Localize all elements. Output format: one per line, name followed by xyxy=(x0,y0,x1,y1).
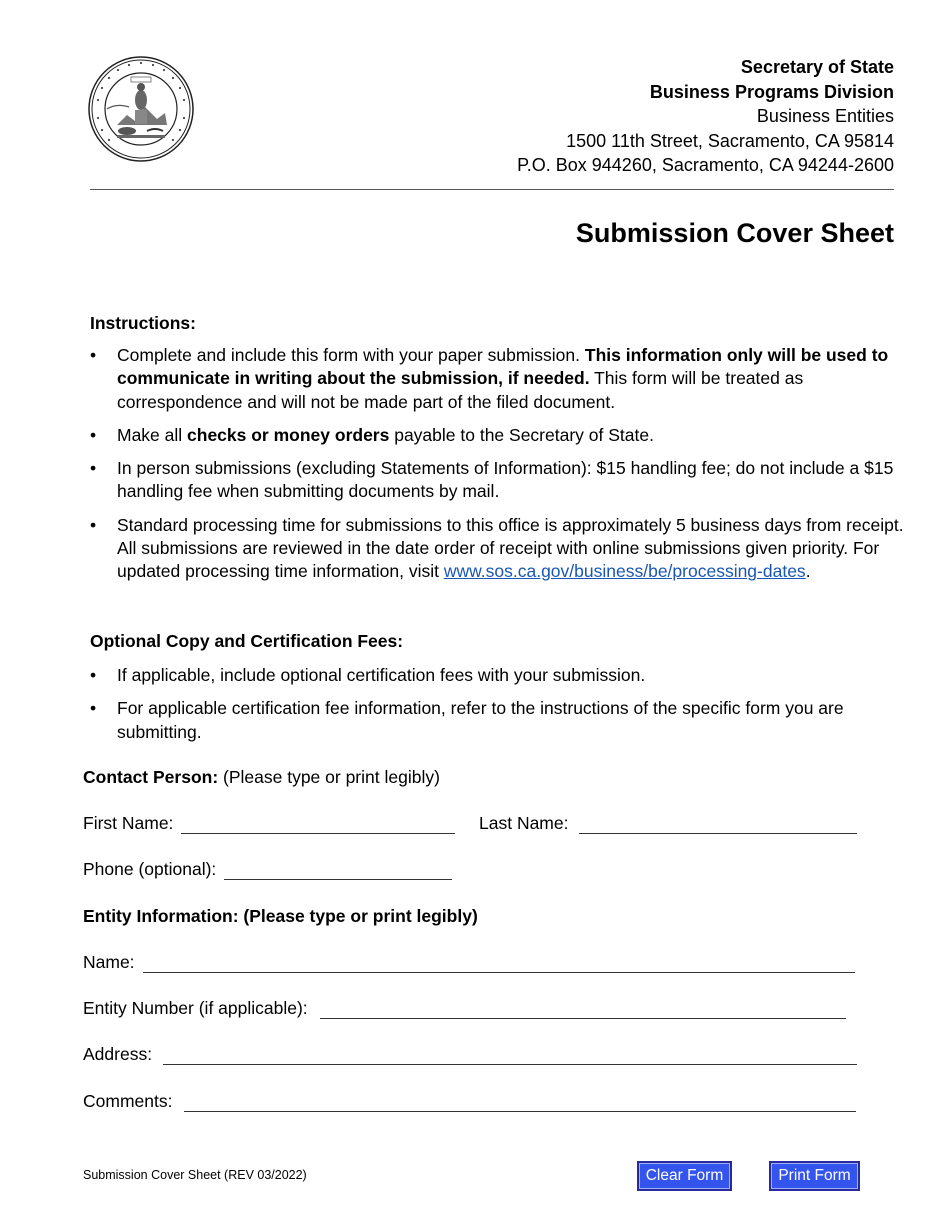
clear-form-button[interactable]: Clear Form xyxy=(637,1161,732,1191)
list-item xyxy=(90,457,905,504)
bullet-text: Make all xyxy=(117,424,188,445)
phone-row xyxy=(83,859,452,880)
entity-name-field[interactable] xyxy=(143,954,855,973)
contact-heading-label: Contact Person: xyxy=(83,767,219,787)
comments-row xyxy=(83,1091,856,1112)
division-name: Business Programs Division xyxy=(649,81,894,102)
instructions-list xyxy=(90,344,905,594)
bullet-text: payable to the Secretary of State. xyxy=(389,424,654,445)
first-name-label: First Name: xyxy=(83,813,174,833)
first-name-field[interactable] xyxy=(181,815,455,834)
list-item xyxy=(90,424,905,447)
bullet-text: Complete and include this form with your paper submission. xyxy=(117,345,585,365)
street-address: 1500 11th Street, Sacramento, CA 95814 xyxy=(566,130,894,151)
contact-heading xyxy=(83,767,440,788)
unit-name: Business Entities xyxy=(756,106,894,126)
bullet-text: Standard processing time for submissions to this office is approximately 5 business days from receipt. All submissions are reviewed in the date order of receipt with online submissions given priority. For updated processing time information, visit xyxy=(117,514,904,582)
entity-name-row xyxy=(83,952,855,973)
bullet-text: If applicable, include optional certification fees with your submission. xyxy=(117,665,646,685)
list-item xyxy=(90,664,905,687)
form-revision-id: Submission Cover Sheet (REV 03/2022) xyxy=(83,1168,307,1182)
last-name-label: Last Name: xyxy=(479,813,569,833)
print-form-button[interactable]: Print Form xyxy=(769,1161,860,1191)
processing-dates-link[interactable]: www.sos.ca.gov/business/be/processing-dates xyxy=(443,561,806,582)
bullet-text: This form will be treated as correspondence and will not be made part of the filed document. xyxy=(117,368,804,412)
entity-number-label: Entity Number (if applicable): xyxy=(83,998,308,1018)
last-name-field[interactable] xyxy=(579,815,857,834)
header-divider xyxy=(90,189,894,190)
contact-heading-note: (Please type or print legibly) xyxy=(218,767,440,787)
bullet-text: For applicable certification fee information, refer to the instructions of the specific form you are submitting. xyxy=(117,698,844,742)
bullet-text: . xyxy=(805,561,811,582)
page-title: Submission Cover Sheet xyxy=(575,218,894,248)
address-label: Address: xyxy=(83,1044,153,1064)
comments-label: Comments: xyxy=(83,1091,173,1111)
agency-name: Secretary of State xyxy=(740,57,894,77)
comments-field[interactable] xyxy=(184,1093,856,1112)
agency-header xyxy=(517,55,894,178)
optional-fees-heading: Optional Copy and Certification Fees: xyxy=(90,631,404,651)
phone-label: Phone (optional): xyxy=(83,859,217,879)
bullet-bold-text: checks or money orders xyxy=(187,424,390,445)
address-field[interactable] xyxy=(163,1046,857,1065)
phone-field[interactable] xyxy=(224,861,452,880)
last-name-row xyxy=(479,813,857,834)
bullet-bold-text: This information only will be used to communicate in writing about the submission, if needed. xyxy=(117,345,889,389)
entity-name-label: Name: xyxy=(83,952,135,972)
first-name-row xyxy=(83,813,455,834)
optional-fees-list xyxy=(90,664,905,754)
instructions-heading: Instructions: xyxy=(90,313,196,333)
list-item xyxy=(90,514,905,584)
list-item xyxy=(90,344,905,414)
entity-heading: Entity Information: (Please type or print legibly) xyxy=(83,906,478,926)
list-item xyxy=(90,697,905,744)
entity-number-row xyxy=(83,998,846,1019)
address-row xyxy=(83,1044,857,1065)
california-seal-logo xyxy=(87,55,195,163)
entity-number-field[interactable] xyxy=(320,1000,846,1019)
po-box-address: P.O. Box 944260, Sacramento, CA 94244-2600 xyxy=(517,155,894,175)
bullet-text: In person submissions (excluding Statements of Information): $15 handling fee; do not include a $15 handling fee when submitting documents by mail. xyxy=(117,458,894,502)
